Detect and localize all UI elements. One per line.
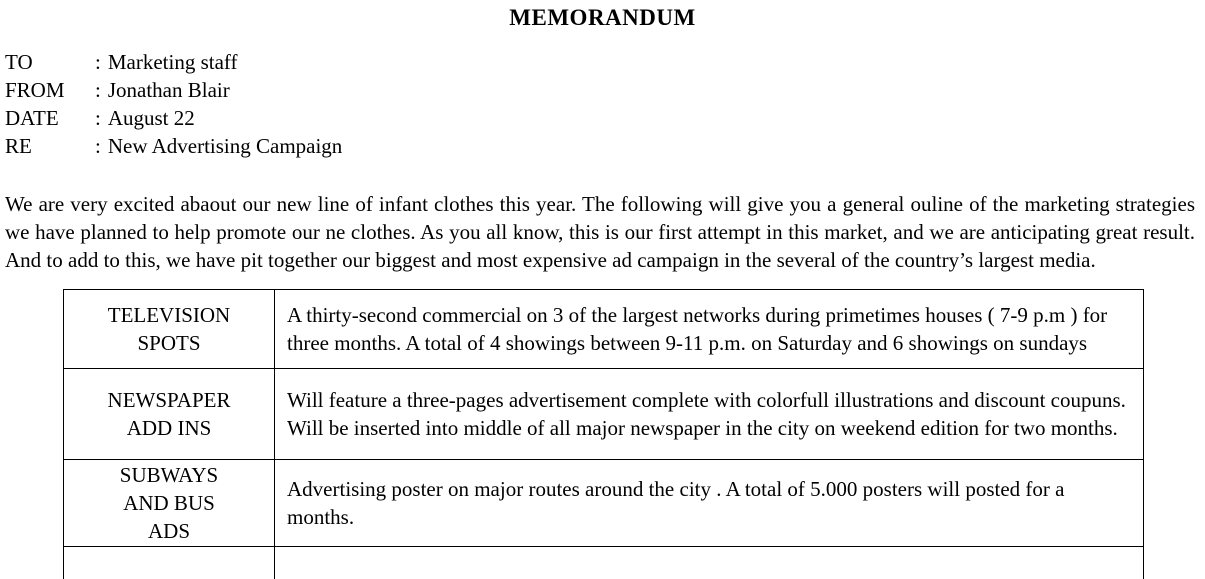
field-colon: : [95, 134, 101, 158]
field-colon: : [95, 78, 101, 102]
field-value-date: August 22 [107, 106, 195, 130]
table-row-partial-clipped [64, 547, 1144, 579]
row-heading-cell [64, 369, 275, 460]
row-heading-line: SUBWAYS [119, 463, 219, 487]
row-description: Advertising poster on major routes around the city . A total of 5.000 posters will posted for a months. [287, 477, 1065, 529]
row-heading-line: ADD INS [126, 416, 212, 440]
field-row-from [5, 76, 1205, 104]
row-description-cell [275, 547, 1144, 579]
field-label-re: RE [5, 134, 32, 158]
memo-body-paragraph: We are very excited abaout our new line of infant clothes this year. The following will give you a general ouline of the marketing strategies we have planned to help promote our ne clothes. As you all know, this is our first attempt in this market, and we are anticipating great result. And to add to this, we have pit together our biggest and most expensive ad campaign in the several of the country’s largest media. [5, 192, 1195, 272]
row-heading-cell [64, 290, 275, 369]
field-row-to [5, 48, 1205, 76]
row-heading-cell [64, 460, 275, 547]
table-row-television-spots [64, 290, 1144, 369]
field-row-date [5, 104, 1205, 132]
field-label-to: TO [5, 50, 33, 74]
field-value-to: Marketing staff [107, 50, 238, 74]
field-colon: : [95, 106, 101, 130]
row-heading-line: SPOTS [137, 331, 201, 355]
row-description: Will feature a three-pages advertisement complete with colorfull illustrations and discount coupuns. Will be inserted into middle of all major newspaper in the city on weekend edition for two months. [287, 388, 1126, 440]
table-row-newspaper-add-ins [64, 369, 1144, 460]
row-heading-line: ADS [147, 519, 190, 543]
row-description-cell [275, 460, 1144, 547]
media-plan-table [63, 289, 1144, 579]
field-colon: : [95, 50, 101, 74]
row-heading-line: TELEVISION [107, 303, 231, 327]
memo-title: MEMORANDUM [509, 5, 696, 30]
row-heading-line: NEWSPAPER [107, 388, 231, 412]
table-row-subways-and-bus-ads [64, 460, 1144, 547]
field-label-from: FROM [5, 78, 65, 102]
field-value-re: New Advertising Campaign [107, 134, 343, 158]
row-description-cell [275, 369, 1144, 460]
field-value-from: Jonathan Blair [107, 78, 230, 102]
row-heading-line: AND BUS [123, 491, 215, 515]
row-heading-cell [64, 547, 275, 579]
field-label-date: DATE [5, 106, 59, 130]
row-description: A thirty-second commercial on 3 of the largest networks during primetimes houses ( 7-9 p.m ) for three months. A total of 4 showings between 9-11 p.m. on Saturday and 6 showings on sundays [287, 303, 1108, 355]
row-description-cell [275, 290, 1144, 369]
memo-header-fields [0, 48, 1205, 160]
field-row-re [5, 132, 1205, 160]
